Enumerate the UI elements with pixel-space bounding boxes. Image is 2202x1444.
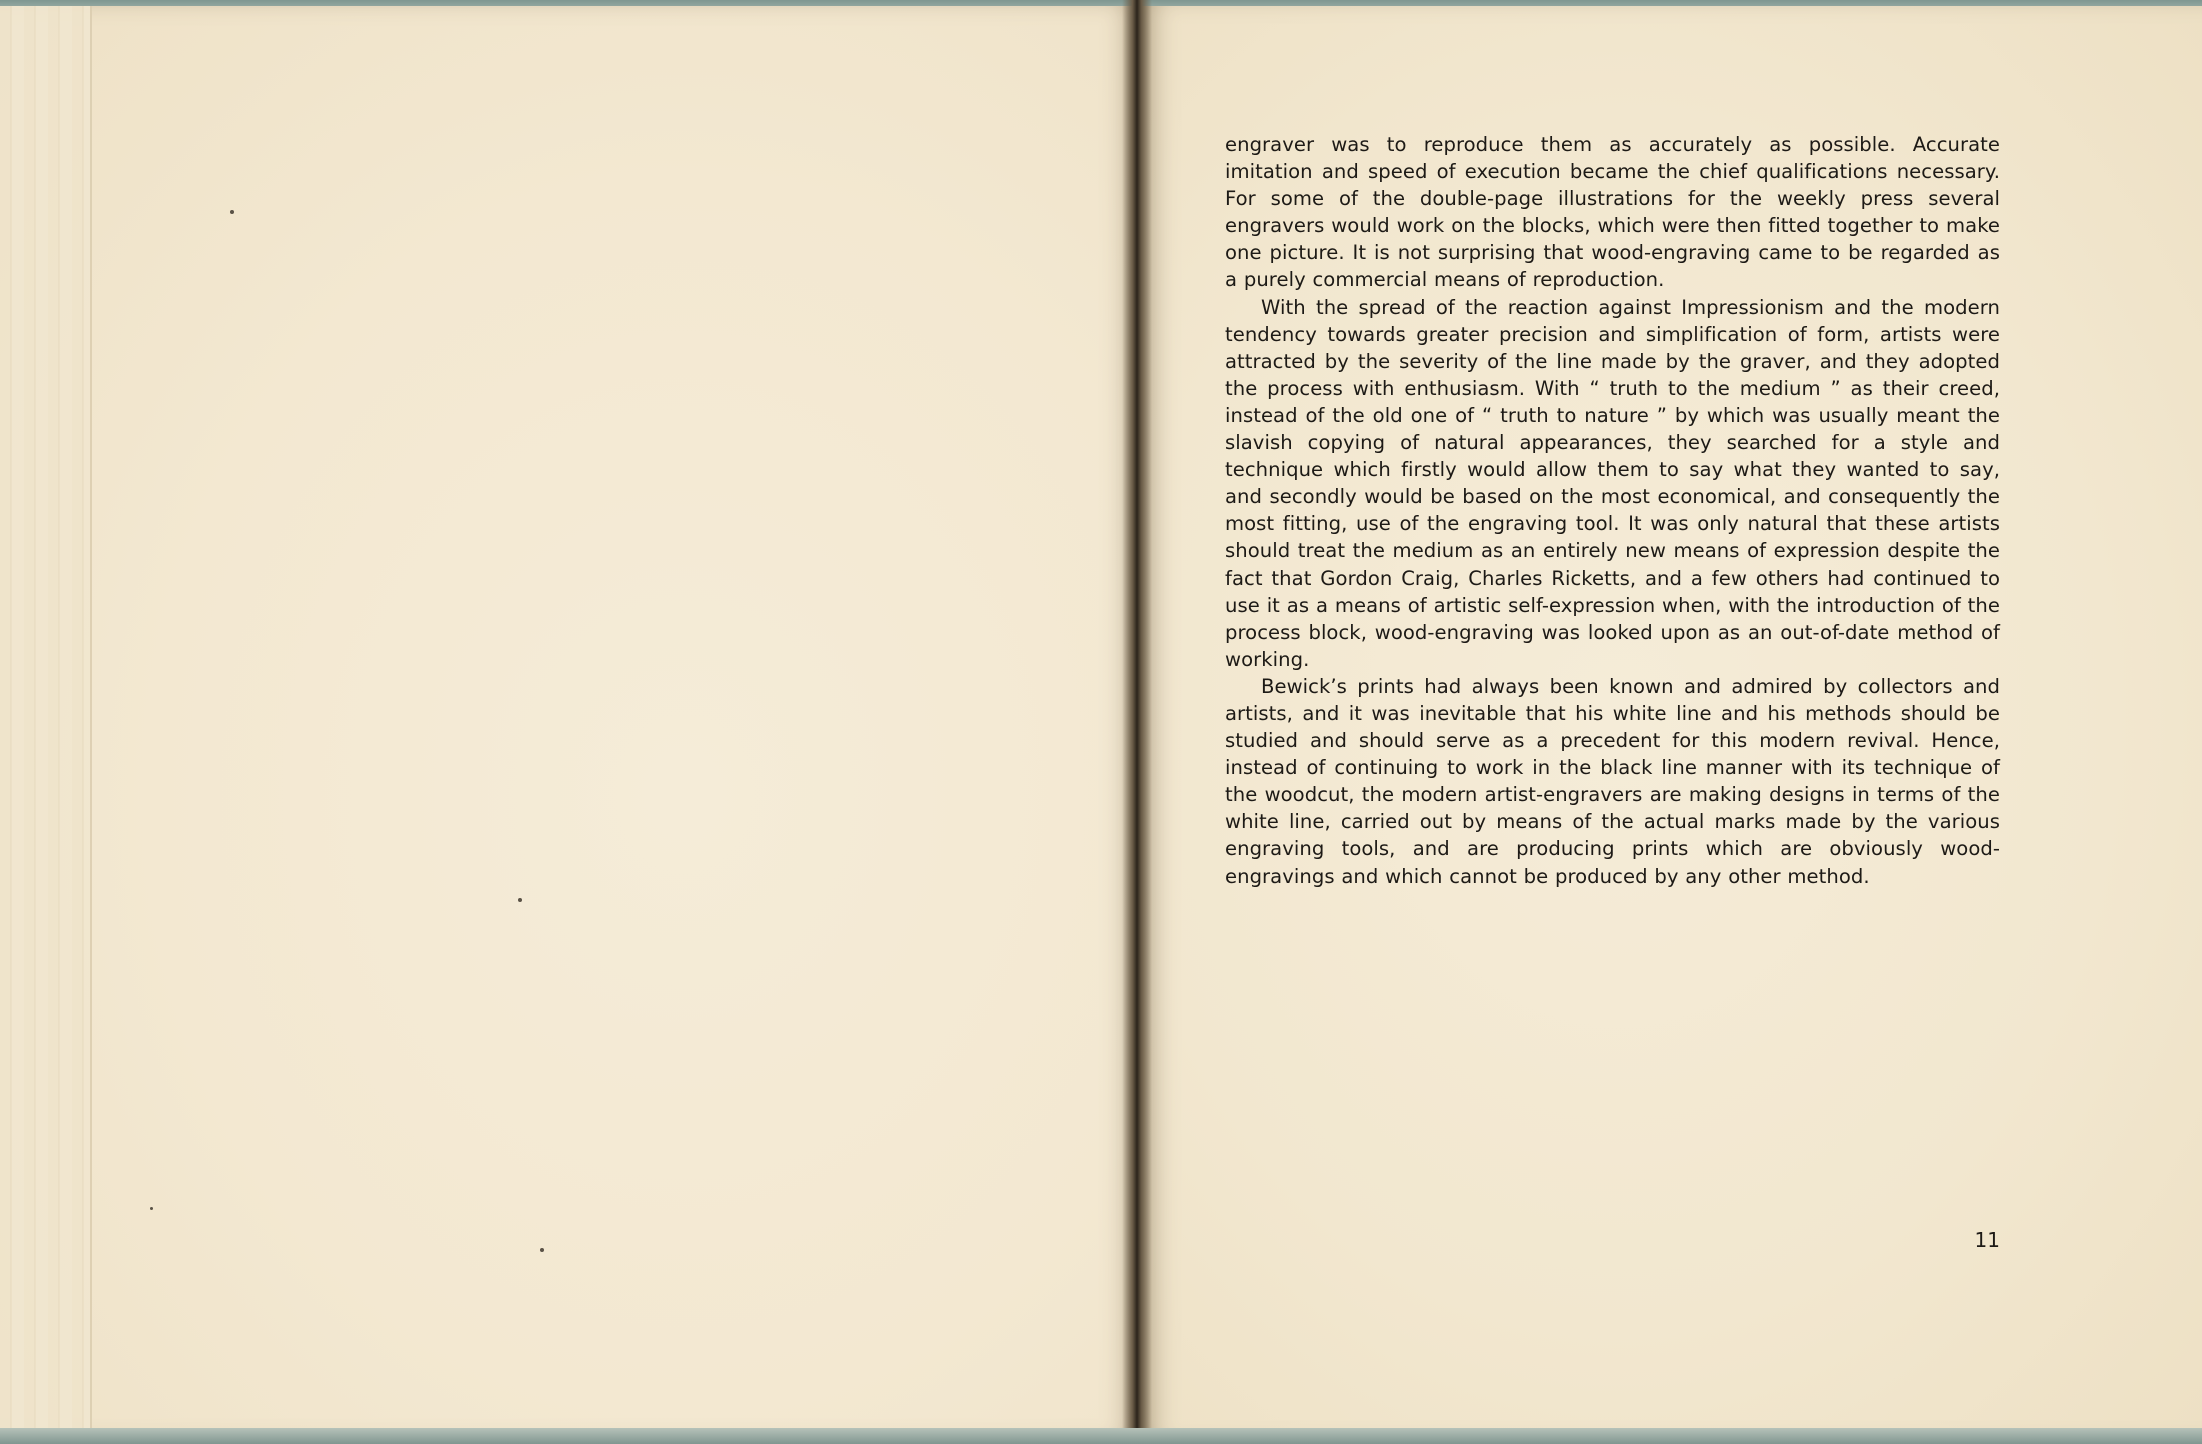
body-text [1225,131,2000,890]
paper-speck [540,1248,544,1252]
page-number: 11 [1974,1228,2000,1252]
book-cover-bottom-edge [0,1428,2202,1444]
paragraph: Bewick’s prints had always been known and admired by collectors and artists, and it was inevitable that his white line and his methods should be studied and should serve as a precedent for this modern revival. Hence, instead of continuing to work in the black line manner with its technique of the woodcut, the modern artist-engravers are making designs in terms of the white line, carried out by means of the actual marks made by the various engraving tools, and are producing prints which are obviously wood-engravings and which cannot be produced by any other method. [1225,674,2000,888]
left-page-blank [0,6,1140,1438]
paper-speck [150,1207,153,1210]
book-gutter [1122,0,1152,1444]
paper-speck [518,898,522,902]
paper-speck [230,210,234,214]
paragraph: engraver was to reproduce them as accurately as possible. Accurate imitation and speed of execution became the chief qualifications necessary. For some of the double-page illustrations for the weekly press several engravers would work on the blocks, which were then fitted together to make one picture. It is not surprising that wood-engraving came to be regarded as a purely commercial means of reproduction. [1225,133,2000,292]
page-edges [0,6,92,1438]
paragraph: With the spread of the reaction against Impressionism and the modern tendency towards greater precision and simplification of form, artists were attracted by the severity of the line made by the graver, and they adopted the process with enthusiasm. With “ truth to the medium ” as their creed, instead of the old one of “ truth to nature ” by which was usually meant the slavish copying of natural appearances, they searched for a style and technique which firstly would allow them to say what they wanted to say, and secondly would be based on the most economical, and consequently the most fitting, use of the engraving tool. It was only natural that these artists should treat the medium as an entirely new means of expression despite the fact that Gordon Craig, Charles Ricketts, and a few others had continued to use it as a means of artistic self-expression when, with the introduction of the process block, wood-engraving was looked upon as an out-of-date method of working. [1225,295,2000,671]
